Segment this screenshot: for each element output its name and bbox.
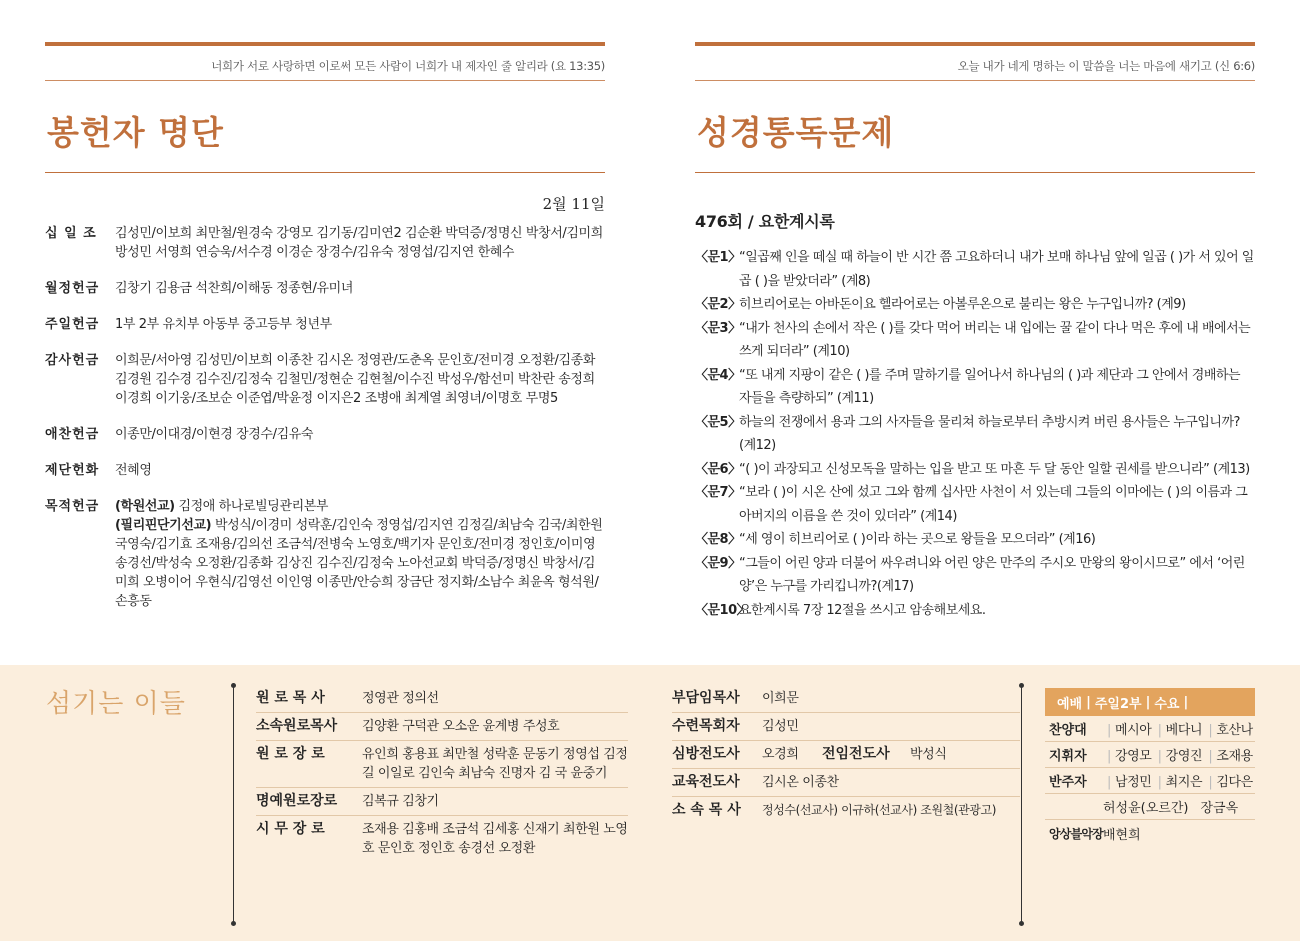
- staff-names: 김성민: [762, 719, 799, 734]
- choir-cell: [1103, 719, 1154, 738]
- date-label: 2월 11일: [542, 195, 605, 213]
- choir-row: [1045, 794, 1255, 820]
- choir-header-cell: 수요: [1154, 696, 1180, 712]
- donor-names: 이종만/이대경/이현경 장경수/김유숙: [115, 427, 314, 442]
- staff-names: 이희문: [762, 691, 799, 706]
- bible-quiz-page: [695, 42, 1255, 622]
- staff-role: 시 무 장 로: [256, 821, 325, 837]
- divider-dot: [1019, 921, 1024, 926]
- question-item: [695, 411, 1255, 458]
- staff-names: 정성수(선교사) 이규하(선교사) 조원철(관광고): [762, 803, 996, 817]
- staff-role: 수련목회자: [672, 718, 740, 734]
- question-item: [695, 552, 1255, 599]
- separator: |: [1183, 694, 1189, 710]
- choir-value: 메시아: [1114, 723, 1152, 738]
- choir-value: 강영진: [1165, 749, 1203, 764]
- question-item: [695, 293, 1255, 317]
- top-rule: [695, 42, 1255, 46]
- top-rule: [45, 42, 605, 46]
- choir-value: 베다니: [1165, 723, 1203, 738]
- divider: [695, 80, 1255, 81]
- donor-category: 애찬헌금: [45, 427, 100, 442]
- choir-value: 남정민: [1114, 775, 1152, 790]
- page-title: 봉헌자 명단: [47, 113, 224, 152]
- choir-cell: [1154, 771, 1205, 790]
- choir-value: 강영모: [1114, 749, 1152, 764]
- staff-row: [256, 713, 628, 741]
- question-number: 〈문4〉: [695, 367, 741, 383]
- donor-category: 목적헌금: [45, 499, 100, 514]
- donor-category: 감사헌금: [45, 353, 100, 368]
- question-number: 〈문6〉: [695, 461, 741, 477]
- separator: |: [1157, 749, 1162, 764]
- question-item: [695, 246, 1255, 293]
- donor-list: [45, 224, 605, 611]
- divider-dot: [231, 683, 236, 688]
- question-text: 하늘의 전쟁에서 용과 그의 사자들을 물리쳐 하늘로부터 추방시켜 버린 용사들은 누구입니까? (계12): [739, 414, 1240, 453]
- divider: [695, 172, 1255, 173]
- mission-tag: (학원선교): [115, 499, 175, 514]
- choir-cell: [1154, 745, 1205, 764]
- divider: [1021, 687, 1022, 925]
- choir-header: [1045, 688, 1255, 716]
- staff-role: 교육전도사: [672, 774, 740, 790]
- separator: |: [1157, 775, 1162, 790]
- choir-value: 최지은: [1165, 775, 1203, 790]
- choir-value: 조재용: [1216, 749, 1253, 764]
- staff-names: 조재용 김홍배 조금석 김세홍 신재기 최한원 노영호 문인호 정인호 송경선 오정환: [362, 822, 628, 856]
- staff-row: [672, 713, 1020, 741]
- staff-names: 박성식: [910, 747, 947, 762]
- donor-row: [45, 425, 605, 444]
- choir-value: 김다은: [1216, 775, 1253, 790]
- choir-cell: [1204, 745, 1255, 764]
- question-number: 〈문5〉: [695, 414, 741, 430]
- choir-value: 호산나: [1216, 723, 1253, 738]
- staff-row: [672, 741, 1020, 769]
- staff-role: 소속원로목사: [256, 718, 338, 734]
- donor-row: [45, 279, 605, 298]
- donor-names: 김성민/이보희 최만철/원경숙 강영모 김기동/김미연2 김순환 박덕증/정명신 박창서/김미희 방성민 서영희 연승욱/서수경 이경순 장경수/김유숙 정영섭/김지연 한혜수: [115, 226, 603, 260]
- donor-names: 김창기 김용금 석찬희/이해동 정종현/유미녀: [115, 281, 354, 296]
- question-text: “세 영이 히브리어로 ( )이라 하는 곳으로 왕들을 모으더라” (계16): [739, 532, 1096, 547]
- donor-row: [45, 351, 605, 408]
- staff-list-left: [256, 685, 628, 862]
- choir-row: [1045, 716, 1255, 742]
- question-text: “보라 ( )이 시온 산에 섰고 그와 함께 십사만 사천이 서 있는데 그들의 이마에는 ( )의 이름과 그 아버지의 이름을 쓴 것이 있더라” (계14): [739, 485, 1248, 524]
- separator: |: [1208, 723, 1213, 738]
- choir-header-cell: 예배: [1057, 696, 1083, 712]
- donor-names: 전혜영: [115, 463, 152, 478]
- choir-value: 장금옥: [1200, 801, 1239, 816]
- question-number: 〈문1〉: [695, 250, 741, 265]
- staff-row: [672, 685, 1020, 713]
- separator: |: [1208, 775, 1213, 790]
- question-item: [695, 481, 1255, 528]
- divider-dot: [231, 921, 236, 926]
- question-text: “또 내게 지팡이 같은 ( )를 주며 말하기를 일어나서 하나님의 ( )과 제단과 그 안에서 경배하는 자들을 측량하되” (계11): [739, 367, 1241, 406]
- choir-cell: [1204, 771, 1255, 790]
- choir-cell: [1103, 771, 1154, 790]
- separator: |: [1107, 775, 1111, 790]
- staff-row: [672, 797, 1020, 824]
- choir-role: 찬양대: [1049, 723, 1087, 738]
- donor-row-mission: [45, 497, 605, 611]
- staff-role: 원 로 목 사: [256, 690, 325, 706]
- question-text: “일곱째 인을 떼실 때 하늘이 반 시간 쯤 고요하더니 내가 보매 하나님 앞에 일곱 ( )가 서 있어 일곱 ( )을 받았더라” (계8): [739, 250, 1254, 289]
- choir-cell: [1154, 719, 1205, 738]
- question-item: [695, 458, 1255, 482]
- staff-names: 김복규 김창기: [362, 794, 439, 809]
- staff-names: 정영관 정의선: [362, 691, 439, 706]
- bible-quote: 오늘 내가 네게 명하는 이 말씀을 너는 마음에 새기고 (신 6:6): [957, 59, 1255, 73]
- choir-role: 반주자: [1049, 775, 1087, 790]
- staff-names: 김시온 이종찬: [762, 775, 839, 790]
- staff-row: [256, 816, 628, 862]
- separator: |: [1208, 749, 1213, 764]
- staff-names: 오경희: [762, 747, 799, 762]
- separator: |: [1157, 723, 1162, 738]
- divider: [45, 80, 605, 81]
- choir-row: [1045, 820, 1255, 846]
- staff-role: 소 속 목 사: [672, 802, 741, 818]
- question-text: “그들이 어린 양과 더불어 싸우려니와 어린 양은 만주의 주시오 만왕의 왕이시므로” 에서 ‘어린 양’은 누구를 가리킵니까?(계17): [739, 555, 1245, 594]
- choir-table: [1045, 688, 1255, 846]
- staff-row: [256, 685, 628, 713]
- staff-footer: [0, 665, 1300, 941]
- question-number: 〈문8〉: [695, 532, 741, 547]
- staff-list-right: [672, 685, 1020, 824]
- staff-role: 원 로 장 로: [256, 746, 325, 762]
- donor-names: 1부 2부 유치부 아동부 중고등부 청년부: [115, 317, 332, 332]
- donor-row: [45, 315, 605, 334]
- staff-role: 전임전도사: [822, 746, 890, 762]
- donor-names: 이희문/서아영 김성민/이보희 이종찬 김시온 정영관/도춘옥 문인호/전미경 오정환/김종화 김경원 김수경 김수진/김정숙 김철민/정현순 김현철/이수진 박성우/함선미 박찬란 송정희 이경희 이기웅/조보순 이준엽/박윤정 이지은2 조병애 최계열 최영녀/이명호 무명5: [115, 353, 595, 406]
- question-item: [695, 317, 1255, 364]
- staff-row: [256, 788, 628, 816]
- staff-row: [256, 741, 628, 788]
- donor-names: [115, 497, 605, 611]
- choir-cell: [1204, 719, 1255, 738]
- separator: |: [1086, 694, 1091, 710]
- donor-category: 제단헌화: [45, 463, 100, 478]
- staff-role: 명예원로장로: [256, 793, 338, 809]
- footer-title: 섬기는 이들: [46, 689, 186, 719]
- donor-row: [45, 461, 605, 480]
- question-number: 〈문3〉: [695, 320, 741, 336]
- choir-row: [1045, 768, 1255, 794]
- separator: |: [1145, 694, 1151, 710]
- staff-names: 유인희 홍용표 최만철 성락훈 문동기 정영섭 김정길 이일로 김인숙 최남숙 진명자 김 국 윤중기: [362, 747, 628, 781]
- choir-cell: [1103, 745, 1154, 764]
- mission-tag: (필리핀단기선교): [115, 518, 212, 533]
- question-number: 〈문7〉: [695, 485, 741, 500]
- staff-role: 심방전도사: [672, 746, 740, 762]
- question-text: 요한계시록 7장 12절을 쓰시고 암송해보세요.: [739, 602, 986, 618]
- choir-role: 지휘자: [1049, 749, 1087, 764]
- bible-quote: 너희가 서로 사랑하면 이로써 모든 사람이 너희가 내 제자인 줄 알리라 (요 13:35): [211, 59, 605, 73]
- choir-header-cell: 주일2부: [1094, 696, 1142, 712]
- question-item: [695, 599, 1255, 623]
- staff-role: 부담임목사: [672, 690, 740, 706]
- donor-page: [45, 42, 605, 628]
- separator: |: [1107, 749, 1111, 764]
- donor-category: 월정헌금: [45, 281, 100, 296]
- donor-category: 십 일 조: [45, 226, 97, 241]
- question-number: 〈문2〉: [695, 297, 741, 312]
- choir-row: [1045, 742, 1255, 768]
- question-item: [695, 364, 1255, 411]
- choir-role: 앙상블악장: [1049, 826, 1103, 841]
- question-text: “( )이 과장되고 신성모독을 말하는 입을 받고 또 마흔 두 달 동안 일할 권세를 받으니라” (계13): [739, 461, 1250, 477]
- separator: |: [1107, 723, 1111, 738]
- page-title: 성경통독문제: [697, 113, 895, 152]
- divider: [45, 172, 605, 173]
- question-text: “내가 천사의 손에서 작은 ( )를 갖다 먹어 버리는 내 입에는 꿀 같이 다나 먹은 후에 내 배에서는 쓰게 되더라” (계10): [739, 320, 1251, 359]
- choir-value: 배현희: [1103, 827, 1141, 843]
- mission-names: 박성식/이경미 성락훈/김인숙 정영섭/김지연 김정길/최남숙 김국/최한원 국영숙/김기효 조재용/김의선 조금석/전병숙 노영호/백기자 문인호/전미경 정인호/이미영 송경선/박성숙 오정환/김종화 김상진 김수진/김정숙 노아선교회 박덕증/정명신 박창서/김미희 오병이어 우현식/김영선 이인영 이종만/안승희 장금단 정지화/소남수 최윤옥 형석원/손흥동: [115, 518, 603, 609]
- choir-value: 허성윤(오르간): [1103, 801, 1189, 816]
- question-number: 〈문9〉: [695, 555, 741, 571]
- staff-names: 김양환 구덕관 오소운 윤계병 주성호: [362, 719, 560, 734]
- staff-row: [672, 769, 1020, 797]
- question-text: 히브리어로는 아바돈이요 헬라어로는 아볼루온으로 불리는 왕은 누구입니까? (계9): [739, 297, 1186, 312]
- question-number: 〈문10〉: [695, 602, 750, 618]
- donor-category: 주일헌금: [45, 317, 100, 332]
- divider: [233, 687, 234, 925]
- mission-names: 김정애 하나로빌딩관리본부: [178, 499, 329, 514]
- question-item: [695, 528, 1255, 552]
- quiz-heading: 476회 / 요한계시록: [695, 212, 835, 231]
- question-list: [695, 246, 1255, 622]
- donor-row: [45, 224, 605, 262]
